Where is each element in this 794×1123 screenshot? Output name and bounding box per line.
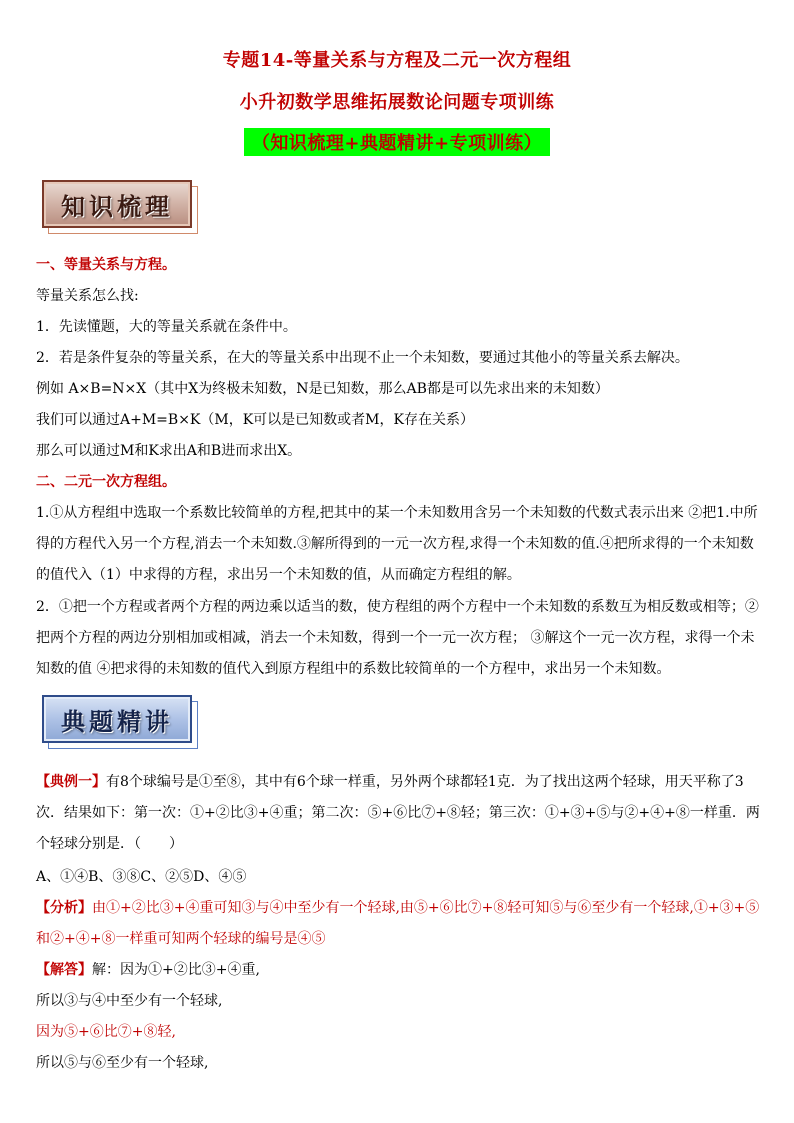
example-tag: 【典例一】 [36, 774, 106, 790]
example1-options: A、①④B、③⑧C、②⑤D、④⑤ [36, 869, 247, 885]
document-subtitle: 小升初数学思维拓展数论问题专项训练 [239, 92, 555, 113]
examples-banner-label: 典题精讲 [42, 695, 192, 743]
answer-text: 解：因为①+②比③+④重, [92, 962, 260, 978]
section1-heading: 一、等量关系与方程。 [36, 257, 176, 273]
section1-line: 等量关系怎么找: [36, 288, 139, 304]
section1-line: 我们可以通过A+M=B×K（M，K可以是已知数或者M，K存在关系） [36, 412, 474, 428]
example1-answer-line: 所以③与④中至少有一个轻球, [36, 993, 223, 1009]
section1-line: 例如 A×B=N×X（其中X为终极未知数，N是已知数，那么AB都是可以先求出来的未知数） [36, 381, 609, 397]
analysis-text: 由①+②比③+④重可知③与④中至少有一个轻球,由⑤+⑥比⑦+⑧轻可知⑤与⑥至少有一个轻球,①+③+⑤和②+④+⑧一样重可知两个轻球的编号是④⑤ [36, 900, 760, 947]
document-title: 专题14-等量关系与方程及二元一次方程组 [222, 50, 572, 71]
section1-line: 那么可以通过M和K求出A和B进而求出X。 [36, 443, 302, 459]
example1-analysis [36, 893, 760, 955]
badge-row [0, 128, 794, 156]
example1-answer-line [36, 960, 760, 981]
section1-line: 1．先读懂题，大的等量关系就在条件中。 [36, 319, 297, 335]
analysis-tag: 【分析】 [36, 900, 92, 916]
knowledge-banner-label: 知识梳理 [42, 180, 192, 228]
section2-paragraph-1: 1.①从方程组中选取一个系数比较简单的方程,把其中的某一个未知数用含另一个未知数的代数式表示出来 ②把1.中所得的方程代入另一个方程,消去一个未知数.③解所得到的一元一次方程,求得一个未知数的值.④把所求得的一个未知数的值代入（1）中求得的方程，求出另一个未知数的值，从而确定方程组的解。 [36, 505, 758, 583]
content-badge: （知识梳理+典题精讲+专项训练） [244, 128, 550, 156]
section2-heading: 二、二元一次方程组。 [36, 474, 176, 490]
answer-tag: 【解答】 [36, 962, 92, 978]
example1-answer-line: 因为⑤+⑥比⑦+⑧轻, [36, 1024, 176, 1040]
example-question-text: 有8个球编号是①至⑧，其中有6个球一样重，另外两个球都轻1克．为了找出这两个轻球，用天平称了3次．结果如下：第一次：①+②比③+④重；第二次：⑤+⑥比⑦+⑧轻；第三次：①+③+⑤与②+④+⑧一样重．两个轻球分别是．（ ） [36, 774, 760, 852]
section2-paragraph-2: 2．①把一个方程或者两个方程的两边乘以适当的数，使方程组的两个方程中一个未知数的系数互为相反数或相等；②把两个方程的两边分别相加或相减，消去一个未知数，得到一个一元一次方程； ③解这个一元一次方程，求得一个未知数的值 ④把求得的未知数的值代入到原方程组中的系数比较简单的一个方程中，求出另一个未知数。 [36, 599, 759, 677]
example1-answer-line: 所以⑤与⑥至少有一个轻球, [36, 1055, 209, 1071]
section1-line: 2．若是条件复杂的等量关系，在大的等量关系中出现不止一个未知数，要通过其他小的等量关系去解决。 [36, 350, 689, 366]
example1-question [36, 767, 760, 860]
knowledge-banner [42, 180, 192, 228]
examples-banner [42, 695, 192, 743]
